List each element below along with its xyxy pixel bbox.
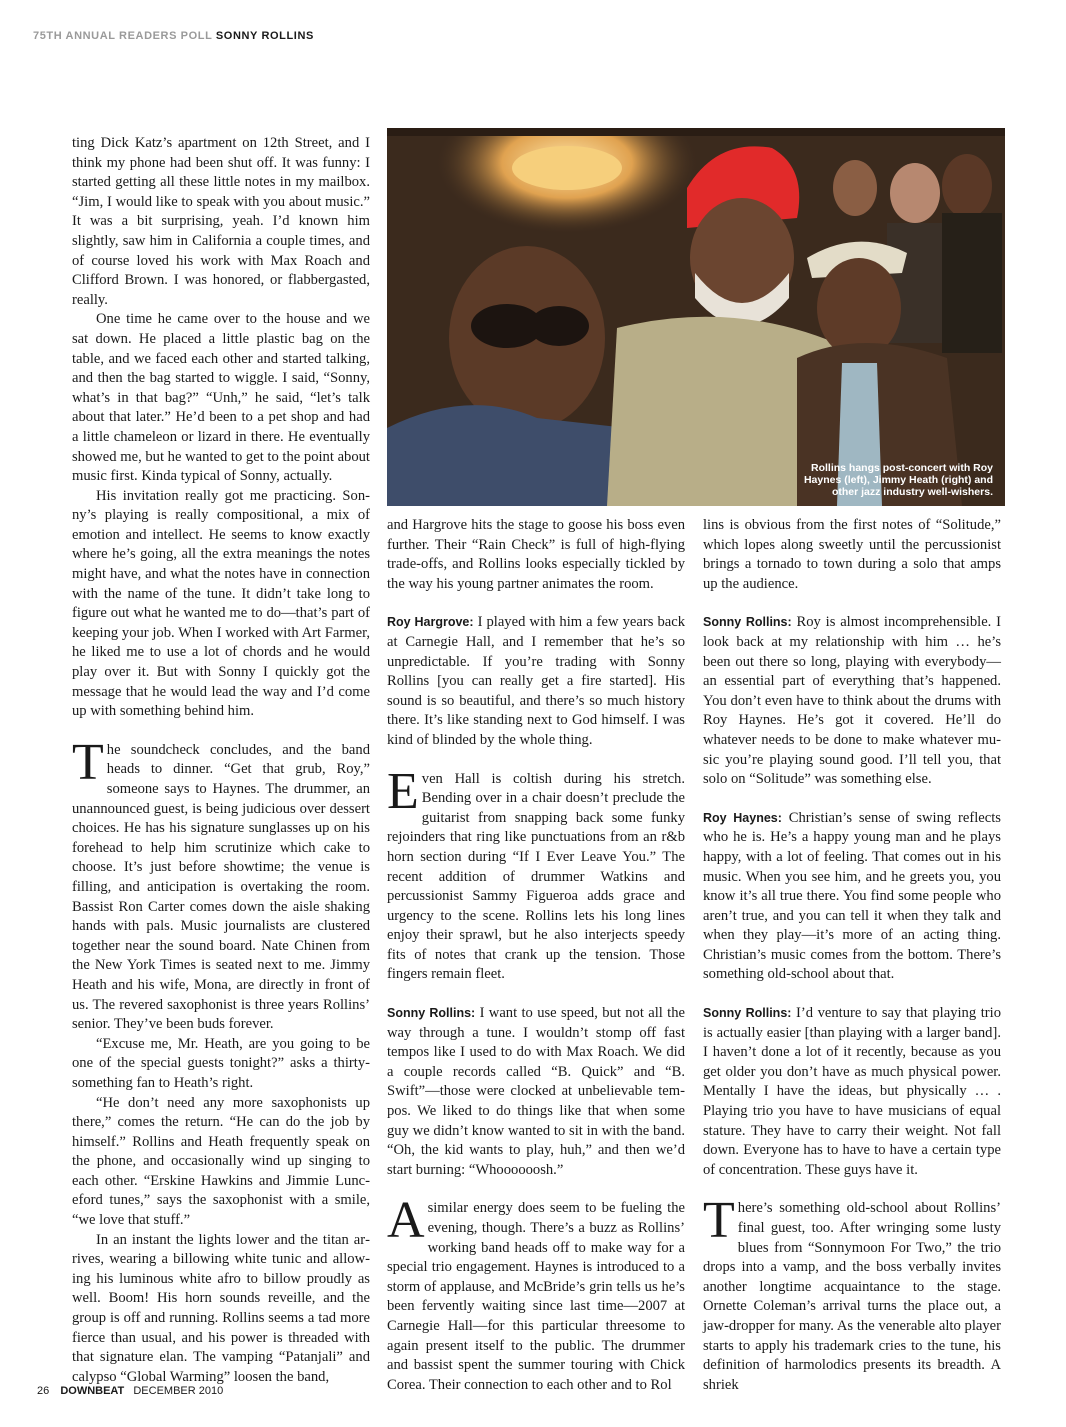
speaker-label: Roy Hargrove: bbox=[387, 615, 474, 630]
quote: Roy Haynes: Christian’s sense of swing reflects who he is. He’s a happy young man and he plays happy, with a lot of feeling. That comes out in his music. When you see him, and he greets you, you know it’s all true there. You find some people who aren’t true, and you can tell it when they talk and when they play—it’s more of an acting thing. Christian’s music comes from the bottom. There’s something old-school about that. bbox=[703, 809, 1001, 983]
paragraph: In an instant the lights lower and the titan arrives, wearing a billowing white tunic and allowing his luminous white afro to billow proudly as well. Boom! His horn sounds reveille, and the group is off and running. Rollins seems a tad more fierce than usual, and his power is threaded with that signature elan. The vamping “Patanjali” and calypso “Global Warming” loosen the band, bbox=[72, 1231, 370, 1385]
paragraph: lins is obvious from the first notes of “Solitude,” which lopes along sweetly until the percussionist brings a tornado to town during a solo that amps up the audience. bbox=[703, 517, 1001, 592]
speaker-label: Sonny Rollins: bbox=[703, 615, 792, 630]
concert-photo bbox=[387, 128, 1005, 506]
column-2 bbox=[387, 516, 685, 1395]
magazine-name: DOWNBEAT bbox=[60, 1385, 125, 1397]
paragraph: and Hargrove hits the stage to goose his boss even further. Their “Rain Check” is full of high-flying trade-offs, and Rollins looks especially tickled by the way his young partner animates the room. bbox=[387, 517, 685, 592]
speaker-label: Sonny Rollins: bbox=[703, 1006, 792, 1021]
column-3 bbox=[703, 516, 1001, 1395]
column-1 bbox=[72, 134, 370, 1387]
quote: Sonny Rollins: Roy is almost incomprehensible. I look back at my relationship with him … he’s been out there so long, playing with everybody—an essential part of everything that’s happened. You don’t even have to think about the drums with Roy Haynes. He’s got it covered. He’ll do whatever needs to be done to make whatever music you’re playing sound good. I’ll tell you, that solo on “Solitude” was something else. bbox=[703, 614, 1002, 788]
drop-cap: T bbox=[72, 733, 104, 791]
header-section: 75TH ANNUAL READERS POLL bbox=[33, 30, 213, 42]
drop-cap: A bbox=[387, 1192, 425, 1250]
paragraph: Asimilar energy does seem to be fueling the evening, though. There’s a buzz as Rollins’ working band heads off to make way for a special trio engagement. Haynes is introduced to a storm of applause, and McBride’s grin tells us he’s been fervently waiting since last time—2007 at Carnegie Hall—for this particular threesome to again present itself to the public. The drummer and bassist spent the summer touring with Chick Corea. Their connection to each other and to Rol bbox=[387, 1192, 685, 1393]
drop-cap: T bbox=[703, 1192, 735, 1250]
paragraph: “Excuse me, Mr. Heath, are you going to be one of the special guests tonight?” asks a thirtysomething fan to Heath’s right. bbox=[72, 1035, 370, 1091]
paragraph: Even Hall is coltish during his stretch. Bending over in a chair doesn’t preclude the guitarist from snapping back some funky rejoinders that ring like punctuations from an r&b horn section during “If I Ever Leave You.” The recent addition of drummer Watkins and percussionist Sammy Figueroa adds grace and urgency to the scene. Rollins lets his long lines enjoy their sprawl, but he also interjects speedy fits of notes that crank up the tension. Those fingers remain fleet. bbox=[387, 762, 685, 983]
photo-illustration bbox=[387, 128, 1005, 506]
paragraph: There’s something old-school about Rollins’ final guest, too. After wringing some lusty blues from “Sonnymoon For Two,” the trio drops into a vamp, and the boss verbally invites another longtime acquaintance to the stage. Ornette Coleman’s arrival turns the place out, a jaw-dropper for many. As the venerable alto player starts to apply his trademark cries to the tune, his definition of harmolodics presents its breadth. A shriek bbox=[703, 1192, 1001, 1393]
paragraph: ting Dick Katz’s apartment on 12th Street, and I think my phone had been shut off. It was funny: I started getting all these little notes in my mailbox. “Jim, I would like to speak with you about music.” It was a bit surprising, yeah. I’d known him slightly, saw him in California a couple times, and of course loved his work with Max Roach and Clifford Brown. I was honored, or flabbergasted, really. bbox=[72, 135, 370, 308]
speaker-label: Roy Haynes: bbox=[703, 810, 782, 825]
quote: Sonny Rollins: I want to use speed, but not all the way through a tune. I wouldn’t stomp off fast tempos like I used to do with Max Roach. We did a couple records called “B. Quick” and “B. Swift”—those were clocked at unbelievable tempos. We liked to do things like that when some guy we didn’t know wanted to sit in with the band. “Oh, the kid wants to play, huh,” and then we’d start burning: “Whoooooosh.” bbox=[387, 1005, 685, 1178]
paragraph: His invitation really got me practicing. Sonny’s playing is really compositional, a mix of emotion and intellect. He seems to know exactly where he’s going, all the extra meanings the notes might have, and what the notes have in connection with the name of the tune. It didn’t take long to figure out what he wanted me to do—that’s part of keeping your job. When I worked with Art Farmer, he liked me to use a lot of chords and he would play over it. But with Sonny I quickly got the message that he would lead the way and I’d come up with something behind him. bbox=[72, 487, 370, 720]
header-subject: SONNY ROLLINS bbox=[215, 30, 314, 42]
paragraph: “He don’t need any more saxophonists up there,” comes the return. “He can do the job by himself.” Rollins and Heath frequently speak on the phone, and occasionally wind up singing to each other. “Erskine Hawkins and Jimmie Lunceford tunes,” says the saxophonist with a smile, “we love that stuff.” bbox=[72, 1094, 370, 1229]
drop-cap: E bbox=[387, 762, 419, 820]
page-number: 26 bbox=[37, 1385, 50, 1397]
paragraph: The soundcheck concludes, and the band heads to dinner. “Get that grub, Roy,” someone says to Haynes. The drummer, an unannounced guest, is being judicious over dessert choices. He has his signature sunglasses up on his forehead to help him scrutinize which cake to choose. It’s just before showtime; the venue is filling, and anticipation is overtaking the room. Bassist Ron Carter comes down the aisle shaking hands with pals. Music journalists are clustered together near the sound board. Nate Chinen from the New York Times is seated next to me. Jimmy Heath and his wife, Mona, are directly in front of us. The revered saxophonist is three years Rollins’ senior. They’ve been buds forever. bbox=[72, 733, 370, 1033]
speaker-label: Sonny Rollins: bbox=[387, 1006, 476, 1021]
quote: Roy Hargrove: I played with him a few years back at Carnegie Hall, and I remember that he’s so unpredictable. If you’re trading with Sonny Rollins [you can really get a fire started]. His sound is so beautiful, and there’s so much history there. It’s like standing next to God himself. I was kind of blinded by the whole thing. bbox=[387, 614, 685, 748]
quote: Sonny Rollins: I’d venture to say that playing trio is actually easier [than playing with a larger band]. I haven’t done a lot of it recently, because as you get older you don’t have as much physical power. Mentally I have the ideas, but physically … . Playing trio you have to have musicians of equal stature. They have to carry their weight. Not fall down. Everyone has to have to have a certain type of concentration. These guys have it. bbox=[703, 1005, 1001, 1178]
issue-date: DECEMBER 2010 bbox=[133, 1385, 224, 1397]
page-footer bbox=[37, 1385, 223, 1397]
paragraph: One time he came over to the house and we sat down. He placed a little plastic bag on the table, and we faced each other and started talking, and then the bag started to wiggle. I said, “Sonny, what’s in that bag?” “Unh,” he said, “let’s talk about that later.” He’d been to a pet shop and had a little chameleon or lizard in there. He eventually showed me, but he wanted to get to the point about music first. Kinda typical of Sonny, actually. bbox=[72, 311, 370, 485]
photo-caption: Rollins hangs post-concert with Roy Haynes (left), Jimmy Heath (right) and other jazz industry well-wishers. bbox=[803, 462, 993, 498]
running-header bbox=[33, 30, 314, 42]
